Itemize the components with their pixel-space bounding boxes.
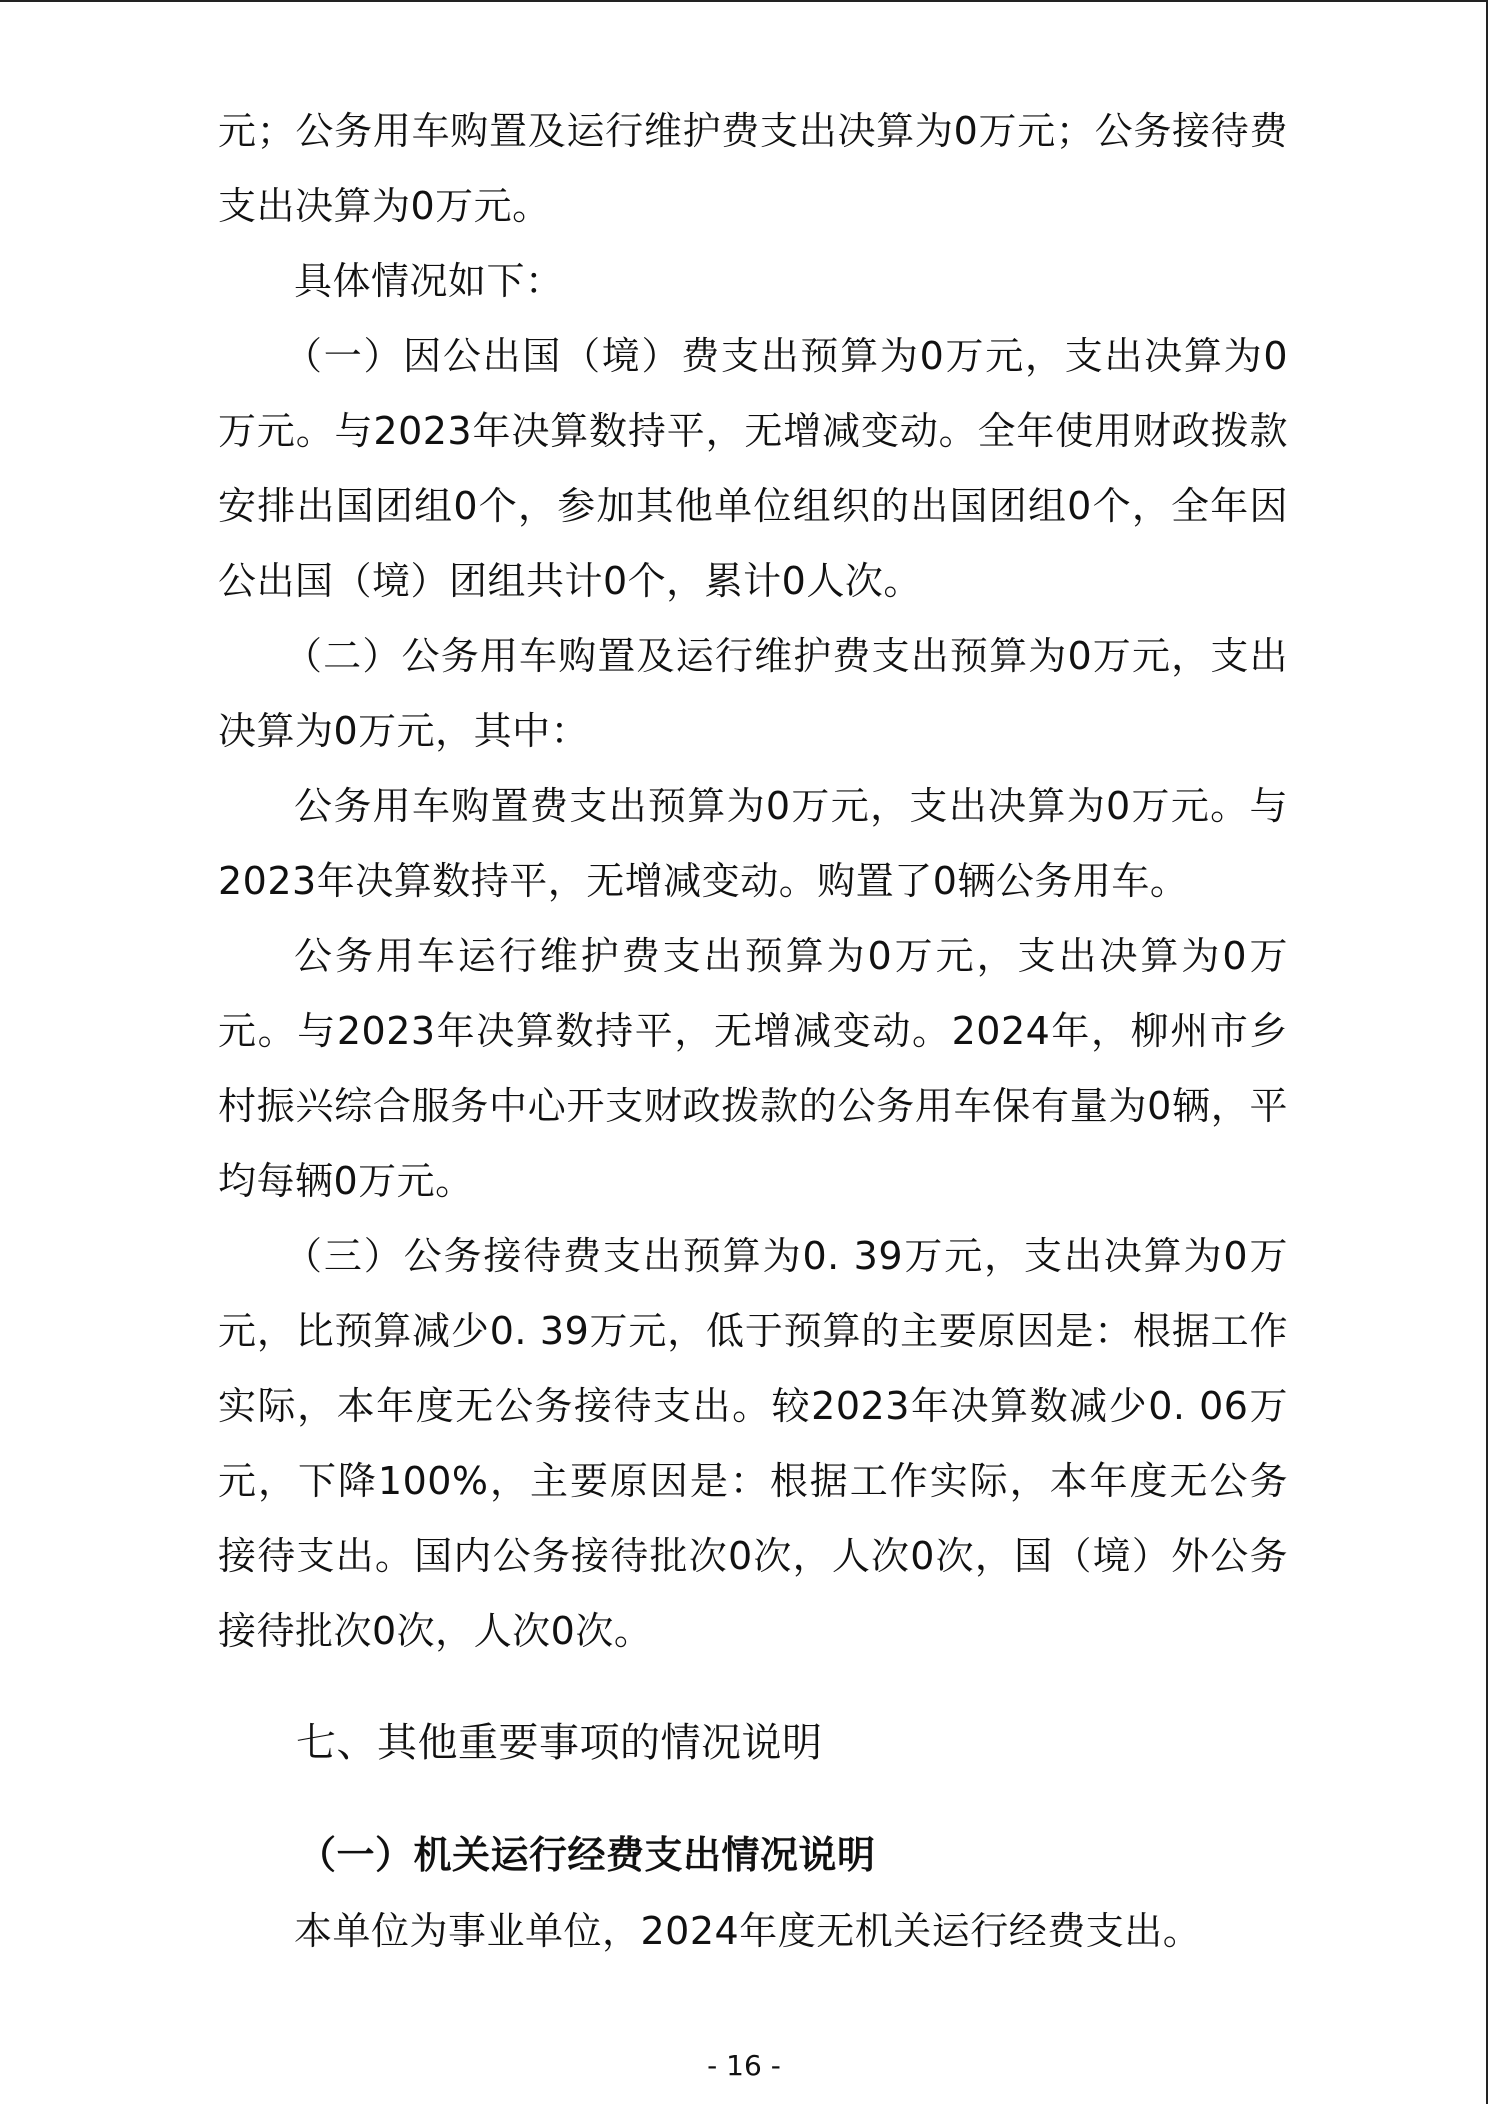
subsection-1-heading: （一）机关运行经费支出情况说明 bbox=[298, 1833, 876, 1877]
section-2-operation-paragraph: 公务用车运行维护费支出预算为0万元，支出决算为0万元。与2023年决算数持平，无增减变动。2024年，柳州市乡村振兴综合服务中心开支财政拨款的公务用车保有量为0辆，平均每辆0万元。 bbox=[218, 934, 1288, 1203]
section-3-paragraph: （三）公务接待费支出预算为0. 39万元，支出决算为0万元，比预算减少0. 39万元，低于预算的主要原因是：根据工作实际，本年度无公务接待支出。较2023年决算数减少0. 06万元，下降100%，主要原因是：根据工作实际，本年度无公务接待支出。国内公务接待批次0次，人次0次，国（境）外公务接待批次0次，人次0次。 bbox=[218, 1234, 1288, 1653]
details-heading: 具体情况如下： bbox=[294, 259, 564, 303]
section-2-purchase-paragraph: 公务用车购置费支出预算为0万元，支出决算为0万元。与2023年决算数持平，无增减变动。购置了0辆公务用车。 bbox=[218, 784, 1288, 903]
page-number: - 16 - bbox=[707, 2049, 781, 2082]
section-2-paragraph: （二）公务用车购置及运行维护费支出预算为0万元，支出决算为0万元，其中： bbox=[218, 634, 1288, 753]
section-7-heading: 七、其他重要事项的情况说明 bbox=[296, 1720, 823, 1766]
intro-paragraph: 元；公务用车购置及运行维护费支出决算为0万元；公务接待费支出决算为0万元。 bbox=[218, 109, 1288, 228]
section-1-paragraph: （一）因公出国（境）费支出预算为0万元，支出决算为0万元。与2023年决算数持平，无增减变动。全年使用财政拨款安排出国团组0个，参加其他单位组织的出国团组0个，全年因公出国（境）团组共计0个，累计0人次。 bbox=[218, 334, 1288, 603]
subsection-1-body: 本单位为事业单位，2024年度无机关运行经费支出。 bbox=[294, 1909, 1202, 1953]
